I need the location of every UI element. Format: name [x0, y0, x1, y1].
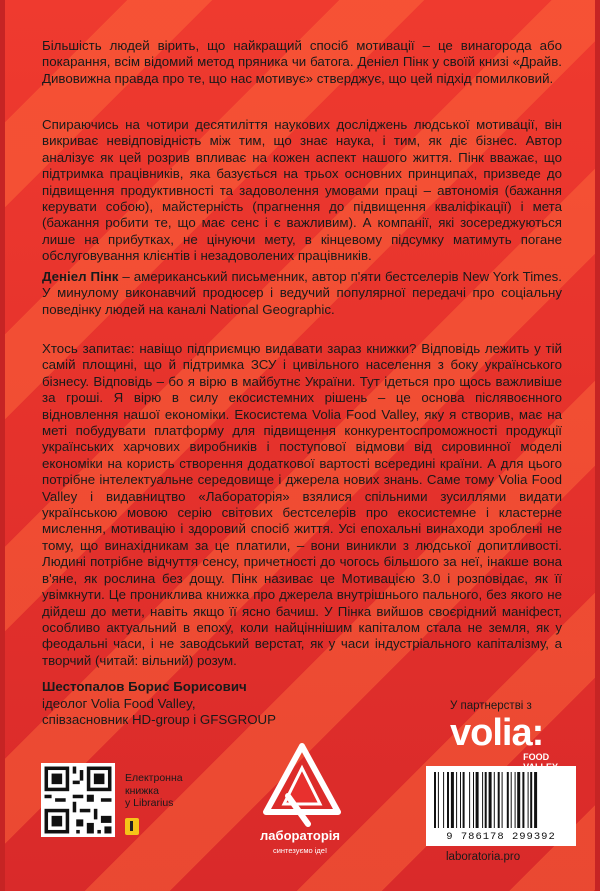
blurb-intro [42, 38, 562, 87]
blurb-main [42, 117, 562, 265]
barcode-bar [463, 772, 465, 828]
barcode-bar [534, 772, 537, 828]
barcode-bar [482, 772, 483, 828]
barcode-bar [489, 772, 492, 828]
author-bio [42, 269, 562, 318]
signature-role-2: співзасновник HD-group і GFSGROUP [42, 712, 277, 727]
qr-code-icon[interactable] [41, 763, 115, 837]
partner-label: У партнерстві з [450, 700, 532, 712]
barcode-bar [451, 772, 454, 828]
barcode-bar [473, 772, 474, 828]
barcode-bar [476, 772, 479, 828]
barcode-bar [528, 772, 529, 828]
barcode-bars [434, 772, 568, 828]
barcode-bar [498, 772, 500, 828]
barcode-bar [494, 772, 495, 828]
publisher-logo-icon [262, 742, 342, 832]
barcode-bar [469, 772, 470, 828]
barcode-bar [522, 772, 524, 828]
barcode-bar [530, 772, 532, 828]
blurb-intro-text: Більшість людей вірить, що найкращий спосіб мотивації – це винагорода або покарання, всім відомий метод пряника чи батога. Деніел Пінк у своїй книзі «Драйв. Дивовижна правда про те, що нас мотивує» стверджує, що цей підхід помилковий. [42, 38, 562, 86]
barcode-bar [511, 772, 512, 828]
publisher-website-link[interactable]: laboratoria.pro [446, 851, 521, 863]
sponsor-preface-text: Хтось запитає: навіщо підприємцю видавати зараз книжки? Відповідь лежить у тій самій площині, що й підтримка ЗСУ і цивільного населення з боку українського бізнесу. Відповідь – бо я вірю в майбутнє України. Тут ідеться про щось важливіше за гроші. Я вірю в силу екосистемних рішень – це основа післявоєнного відновлення нашої економіки. Екосистема Volia Food Valley, яку я створив, має на меті побудувати платформу для підвищення конкурентоспроможності продукції українських харчових виробників і поступової відмови від сировинної моделі економіки на користь створення додаткової вартості всередині країни. А для цього потрібне інтелектуальне середовище і джерела нових знань. Саме тому Volia Food Valley і видавництво «Лабораторія» взялися спільними зусиллями видати українською мовою серію світових бестселерів про екосистемне і кластерне мислення, мотивацію і здоровий спосіб життя. Усі епохальні винаходи зроблені не тому, що винахідникам за це платили, – вони виникли з людської допитливості. Людині потрібне відчуття сенсу, причетності до чогось більшого за неї, інакше вона в'яне, як рослина без дощу. Пінк називає це Мотивацією 3.0 і розповідає, як її увімкнути. Це прониклива книжка про джерела внутрішнього пального, без якого не дійдеш до мети, навіть якщо її ясно бачиш. У Пінка вийшов своєрідний маніфест, особливо актуальний в епоху, коли найціннішим капіталом стала не земля, як у феодальні часи, і не заводський верстат, як у часи індустріального капіталізму, а творчий (читай: вільний) розум. [42, 341, 562, 668]
isbn-number: 9 786178 299392 [446, 831, 556, 843]
publisher-tagline: синтезуємо ідеї [272, 846, 328, 855]
signature-block [42, 679, 276, 729]
blurb-main-text: Спираючись на чотири десятиліття наукових досліджень людської мотивації, він викриває невідповідність між тим, що знає наука, і тим, як діє бізнес. Автор аналізує як цей розрив впливає на кожен аспект нашого життя. Пінк вважає, що підтримка працівників, яка базується на трьох основних принципах, призведе до підвищення продуктивності та задоволення умовами праці – автономія (бажання керувати собою), майстерність (прагнення до підвищення кваліфікації) і мета (бажання робити те, що має сенс і є важливим). А компанії, які зосереджуються лише на прибутках, не цінуючи мету, в кінцевому підсумку матимуть погане обслуговування клієнтів і незадоволених працівників. [42, 117, 562, 264]
volia-logo-food: FOOD [523, 752, 550, 762]
ebook-note [125, 772, 183, 810]
barcode-bar [434, 772, 436, 828]
librarius-icon [125, 818, 139, 835]
cover-edge-right [595, 0, 600, 891]
isbn-barcode [426, 766, 576, 846]
barcode-bar [515, 772, 516, 828]
cover-edge-left [0, 0, 5, 891]
partner-block [450, 700, 570, 762]
publisher-name: лабораторія [260, 828, 340, 843]
ebook-line-2: книжка [125, 784, 159, 797]
barcode-bar [517, 772, 520, 828]
signature-role: ідеолог Volia Food Valley, [42, 695, 196, 711]
author-name: Деніел Пінк [42, 269, 119, 284]
qr-code-graphic [41, 763, 115, 837]
barcode-bar [443, 772, 444, 828]
barcode-bar [460, 772, 461, 828]
barcode-bar [447, 772, 449, 828]
barcode-bar [507, 772, 509, 828]
barcode-bar [438, 772, 439, 828]
barcode-bar [502, 772, 503, 828]
signature-name: Шестопалов Борис Борисович [42, 679, 247, 694]
ebook-line-1: Електронна [125, 772, 183, 784]
author-bio-text: – американський письменник, автор п'яти бестселерів New York Times. У минулому виконавчий продюсер і ведучий популярної передачі про соціальну поведінку людей на каналі National Geographic. [42, 269, 562, 317]
barcode-bar [456, 772, 457, 828]
volia-logo: volia: [450, 712, 544, 754]
sponsor-preface [42, 341, 562, 669]
barcode-bar [485, 772, 487, 828]
ebook-line-3: у Librarius [125, 797, 174, 810]
